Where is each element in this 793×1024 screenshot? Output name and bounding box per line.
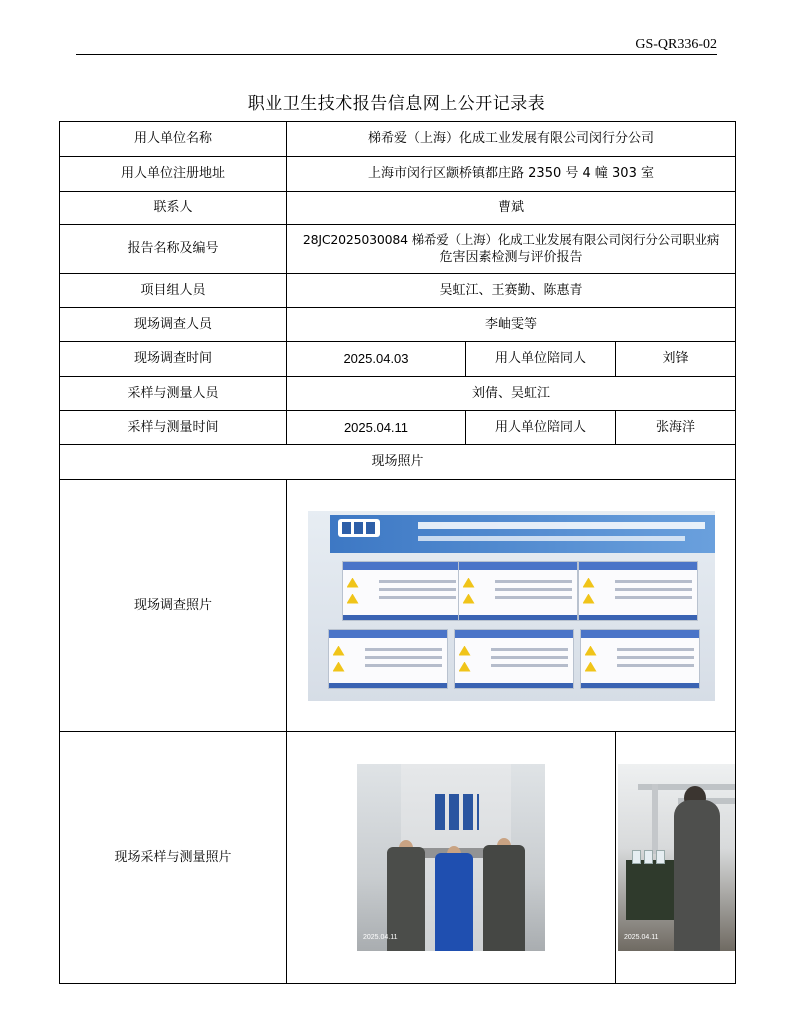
report-label: 报告名称及编号 — [60, 225, 287, 274]
sampling-photos-label: 现场采样与测量照片 — [60, 732, 287, 984]
header-rule — [76, 54, 717, 55]
report-value — [287, 225, 736, 274]
sampling-staff-value: 刘倩、吴虹江 — [287, 377, 736, 411]
photo-banner — [330, 515, 715, 553]
photo-company-logo — [338, 519, 380, 537]
company-name-label: 用人单位名称 — [60, 122, 287, 157]
reagent-bottle — [632, 850, 641, 864]
row-registered-address — [60, 157, 736, 192]
sampling-accompany-value: 张海洋 — [616, 411, 736, 445]
row-sampling-time — [60, 411, 736, 445]
photo-company-logo — [435, 794, 479, 830]
sampling-photo-cell-left — [287, 732, 616, 984]
staff-person — [483, 845, 525, 951]
row-sampling-photos — [60, 732, 736, 984]
row-survey-time — [60, 342, 736, 377]
photo-banner-text — [418, 536, 685, 541]
hazard-notice-card — [454, 629, 574, 689]
sampling-accompany-label: 用人单位陪同人 — [466, 411, 616, 445]
report-value-line1: 28JC2025030084 梯希爱（上海）化成工业发展有限公司闵行分公司职业病 — [302, 232, 720, 247]
photo-banner-text — [418, 522, 705, 529]
row-report — [60, 225, 736, 274]
row-sampling-staff — [60, 377, 736, 411]
record-table — [59, 121, 736, 984]
sampling-staff-label: 采样与测量人员 — [60, 377, 287, 411]
sampling-technician — [674, 800, 720, 951]
hazard-notice-card — [578, 561, 698, 621]
lab-sampling-photo — [618, 764, 736, 951]
row-contact — [60, 192, 736, 225]
survey-photos-cell — [287, 480, 736, 732]
survey-photos-label: 现场调查照片 — [60, 480, 287, 732]
registered-address-value: 上海市闵行区颛桥镇都庄路 2350 号 4 幢 303 室 — [287, 157, 736, 192]
reagent-bottle — [656, 850, 665, 864]
report-value-line2: 危害因素检测与评价报告 — [439, 250, 583, 265]
staff-person — [435, 853, 473, 951]
survey-staff-label: 现场调查人员 — [60, 308, 287, 342]
sampling-time-date: 2025.04.11 — [287, 411, 466, 445]
document-code: GS-QR336-02 — [635, 37, 717, 52]
survey-accompany-value: 刘锋 — [616, 342, 736, 377]
row-survey-photos — [60, 480, 736, 732]
sampling-photo-cell-right — [616, 732, 736, 984]
survey-signboard-photo — [308, 511, 715, 701]
hazard-notice-card — [580, 629, 700, 689]
reagent-bottle — [644, 850, 653, 864]
fume-pipe — [652, 784, 658, 854]
hazard-notice-card — [342, 561, 462, 621]
hazard-notice-card — [458, 561, 578, 621]
survey-time-label: 现场调查时间 — [60, 342, 287, 377]
sampling-time-label: 采样与测量时间 — [60, 411, 287, 445]
row-project-team — [60, 274, 736, 308]
project-team-label: 项目组人员 — [60, 274, 287, 308]
company-name-value: 梯希爱（上海）化成工业发展有限公司闵行分公司 — [287, 122, 736, 157]
contact-value: 曹斌 — [287, 192, 736, 225]
survey-accompany-label: 用人单位陪同人 — [466, 342, 616, 377]
row-survey-staff — [60, 308, 736, 342]
hazard-notice-card — [328, 629, 448, 689]
registered-address-label: 用人单位注册地址 — [60, 157, 287, 192]
row-photos-heading — [60, 445, 736, 480]
photo-date-stamp: 2025.04.11 — [363, 934, 398, 941]
survey-staff-value: 李岫雯等 — [287, 308, 736, 342]
page-title: 职业卫生技术报告信息网上公开记录表 — [247, 94, 546, 114]
photos-heading: 现场照片 — [60, 445, 736, 480]
row-company-name — [60, 122, 736, 157]
contact-label: 联系人 — [60, 192, 287, 225]
staff-group-photo — [357, 764, 545, 951]
survey-time-date: 2025.04.03 — [287, 342, 466, 377]
photo-date-stamp: 2025.04.11 — [624, 934, 659, 941]
project-team-value: 吴虹江、王赛勤、陈惠青 — [287, 274, 736, 308]
